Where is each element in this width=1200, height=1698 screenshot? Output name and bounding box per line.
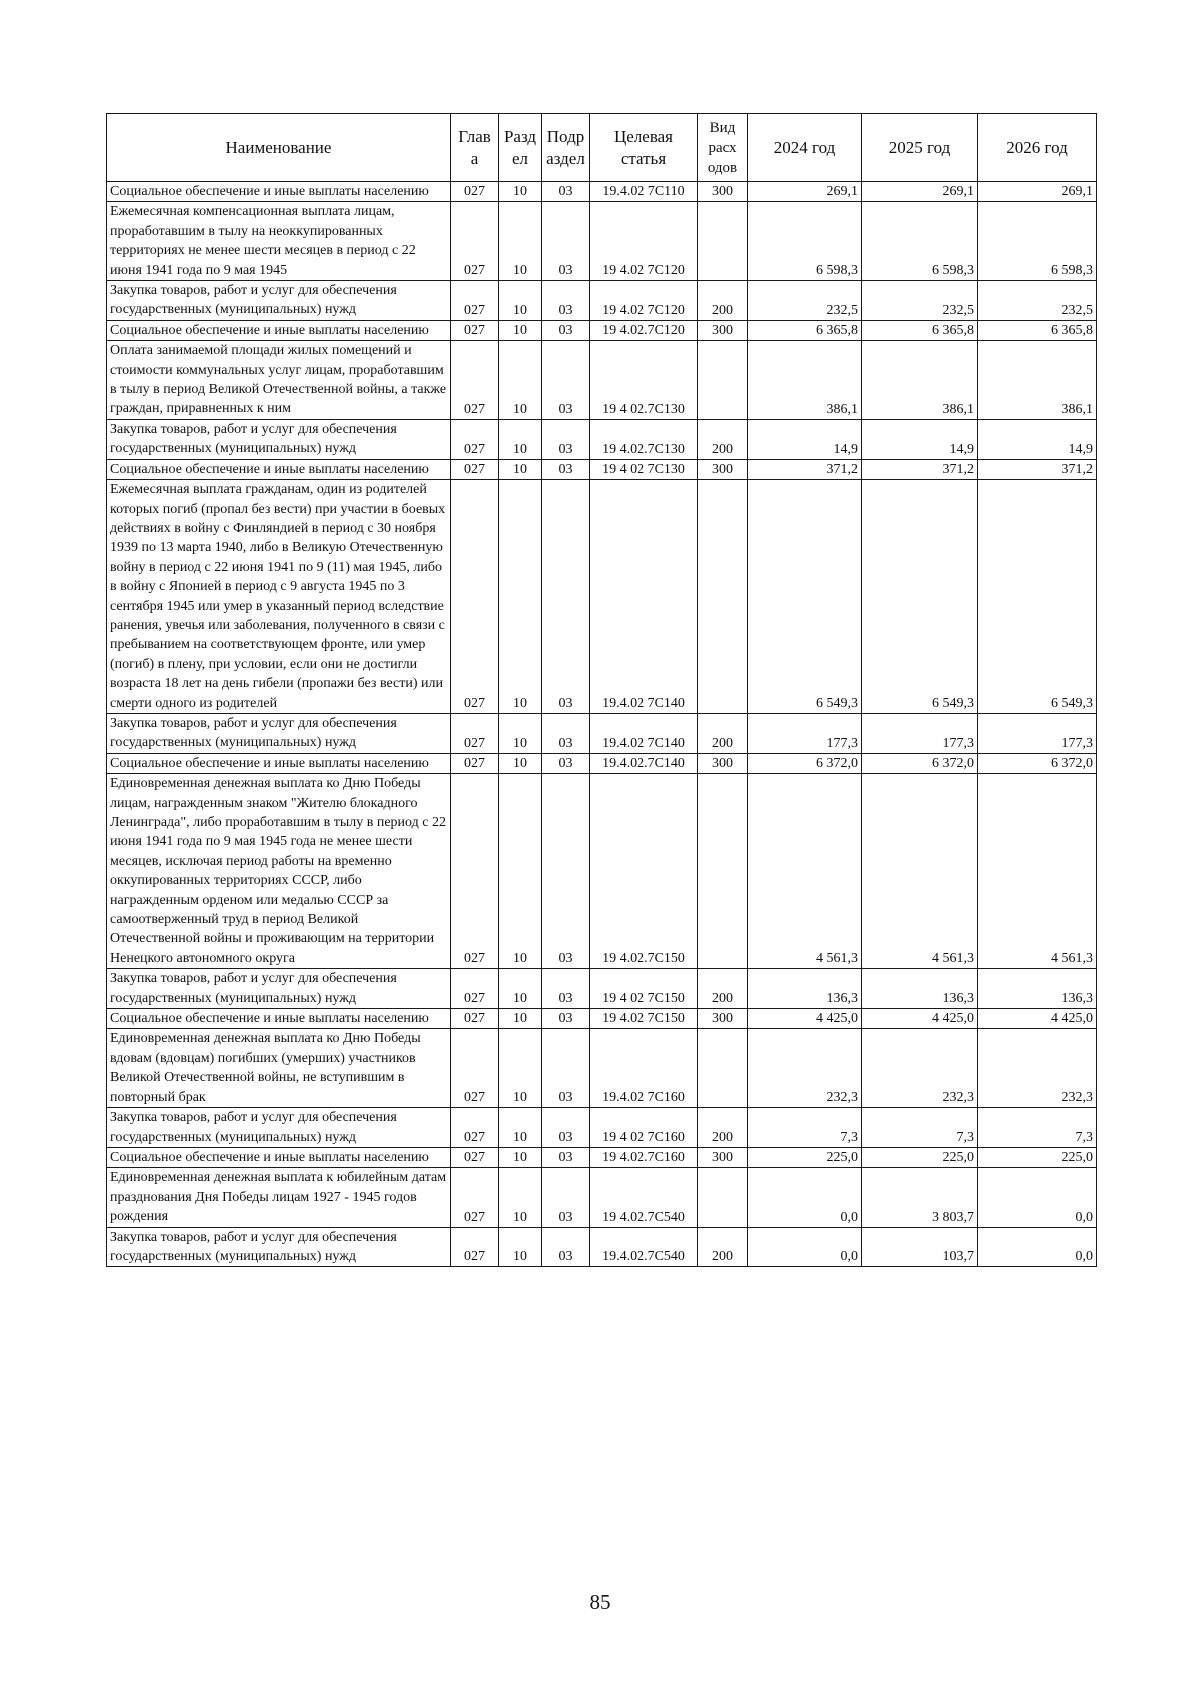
cell-2026: 0,0 [978,1168,1097,1227]
header-vid [698,114,748,182]
cell-2024: 225,0 [748,1147,862,1167]
cell-glava: 027 [451,419,499,459]
cell-target: 19 4.02.7C540 [590,1168,698,1227]
cell-2025: 4 425,0 [862,1009,978,1029]
cell-name: Социальное обеспечение и иные выплаты населению [107,1009,451,1029]
cell-2025: 6 372,0 [862,753,978,773]
header-target-line1: Целевая [613,126,674,146]
cell-glava: 027 [451,1009,499,1029]
cell-vid: 200 [698,713,748,753]
cell-podrazdel: 03 [542,1147,590,1167]
cell-2025: 232,3 [862,1029,978,1108]
cell-name: Социальное обеспечение и иные выплаты населению [107,1147,451,1167]
cell-name: Закупка товаров, работ и услуг для обеспечения государственных (муниципальных) нужд [107,1108,451,1148]
cell-glava: 027 [451,1168,499,1227]
cell-razdel: 10 [499,281,542,321]
header-razdel [499,114,542,182]
cell-glava: 027 [451,1029,499,1108]
cell-name: Социальное обеспечение и иные выплаты населению [107,320,451,340]
header-2025: 2025 год [862,114,978,182]
table-row [107,281,1097,321]
table-row [107,969,1097,1009]
table-row [107,419,1097,459]
cell-target: 19.4.02.7C140 [590,753,698,773]
cell-name: Ежемесячная компенсационная выплата лицам, проработавшим в тылу на неоккупированных территориях не менее шести месяцев в период с 22 июня 1941 года по 9 мая 1945 [107,202,451,281]
cell-razdel: 10 [499,713,542,753]
cell-target: 19 4.02 7C120 [590,202,698,281]
cell-2025: 6 365,8 [862,320,978,340]
table-row [107,1147,1097,1167]
cell-podrazdel: 03 [542,419,590,459]
cell-2025: 225,0 [862,1147,978,1167]
cell-2024: 14,9 [748,419,862,459]
table-row [107,202,1097,281]
cell-podrazdel: 03 [542,753,590,773]
cell-podrazdel: 03 [542,459,590,479]
header-target [590,114,698,182]
cell-razdel: 10 [499,1108,542,1148]
cell-vid [698,480,748,714]
cell-vid: 200 [698,969,748,1009]
cell-2026: 0,0 [978,1227,1097,1267]
cell-razdel: 10 [499,753,542,773]
cell-target: 19.4.02 7C140 [590,480,698,714]
cell-2026: 371,2 [978,459,1097,479]
table-row [107,1108,1097,1148]
cell-target: 19.4.02 7C140 [590,713,698,753]
table-row [107,459,1097,479]
cell-name: Оплата занимаемой площади жилых помещений и стоимости коммунальных услуг лицам, проработавшим в тылу в период Великой Отечественной войны, а также граждан, приравненных к ним [107,341,451,420]
cell-glava: 027 [451,202,499,281]
cell-vid: 300 [698,182,748,202]
cell-podrazdel: 03 [542,480,590,714]
cell-razdel: 10 [499,182,542,202]
cell-name: Закупка товаров, работ и услуг для обеспечения государственных (муниципальных) нужд [107,1227,451,1267]
cell-glava: 027 [451,1227,499,1267]
cell-2025: 136,3 [862,969,978,1009]
cell-vid [698,341,748,420]
cell-2024: 0,0 [748,1168,862,1227]
cell-razdel: 10 [499,480,542,714]
table-row [107,1029,1097,1108]
cell-name: Ежемесячная выплата гражданам, один из родителей которых погиб (пропал без вести) при участии в боевых действиях в войну с Финляндией в период с 30 ноября 1939 по 13 марта 1940, либо в Великую Отечественную войну в период с 22 июня 1941 по 9 (11) мая 1945, либо в войну с Японией в период с 9 августа 1945 по 3 сентября 1945 или умер в указанный период вследствие ранения, увечья или заболевания, полученного в связи с пребыванием на соответствующем фронте, или умер (погиб) в плену, при условии, если они не достигли возраста 18 лет на день гибели (пропажи без вести) или смерти одного из родителей [107,480,451,714]
cell-2026: 6 372,0 [978,753,1097,773]
cell-2024: 6 365,8 [748,320,862,340]
cell-podrazdel: 03 [542,202,590,281]
cell-2025: 371,2 [862,459,978,479]
cell-podrazdel: 03 [542,320,590,340]
cell-glava: 027 [451,480,499,714]
cell-razdel: 10 [499,1147,542,1167]
table-row [107,774,1097,969]
cell-2025: 6 549,3 [862,480,978,714]
cell-2026: 7,3 [978,1108,1097,1148]
cell-2024: 6 549,3 [748,480,862,714]
header-razdel-line2: ел [511,148,529,168]
cell-glava: 027 [451,320,499,340]
cell-target: 19.4.02.7C540 [590,1227,698,1267]
cell-2025: 14,9 [862,419,978,459]
header-vid-line3: одов [707,159,738,176]
cell-target: 19 4 02 7C160 [590,1108,698,1148]
cell-vid: 300 [698,753,748,773]
cell-2024: 6 372,0 [748,753,862,773]
cell-glava: 027 [451,713,499,753]
cell-vid [698,1168,748,1227]
cell-razdel: 10 [499,774,542,969]
cell-razdel: 10 [499,1009,542,1029]
table-body [107,182,1097,1267]
cell-glava: 027 [451,1147,499,1167]
cell-name: Закупка товаров, работ и услуг для обеспечения государственных (муниципальных) нужд [107,419,451,459]
cell-2024: 7,3 [748,1108,862,1148]
cell-2026: 4 425,0 [978,1009,1097,1029]
cell-name: Социальное обеспечение и иные выплаты населению [107,459,451,479]
cell-razdel: 10 [499,459,542,479]
cell-glava: 027 [451,281,499,321]
table-row [107,713,1097,753]
cell-razdel: 10 [499,1227,542,1267]
cell-name: Закупка товаров, работ и услуг для обеспечения государственных (муниципальных) нужд [107,969,451,1009]
cell-podrazdel: 03 [542,182,590,202]
cell-2025: 177,3 [862,713,978,753]
cell-podrazdel: 03 [542,281,590,321]
cell-target: 19.4.02 7C110 [590,182,698,202]
cell-target: 19 4.02 7C120 [590,281,698,321]
cell-2024: 177,3 [748,713,862,753]
cell-name: Единовременная денежная выплата к юбилейным датам празднования Дня Победы лицам 1927 - 1945 годов рождения [107,1168,451,1227]
cell-2026: 6 549,3 [978,480,1097,714]
cell-glava: 027 [451,459,499,479]
header-name: Наименование [107,114,451,182]
cell-2026: 6 598,3 [978,202,1097,281]
cell-vid: 300 [698,320,748,340]
cell-vid: 200 [698,1227,748,1267]
cell-2024: 232,5 [748,281,862,321]
cell-vid [698,1029,748,1108]
cell-2026: 232,3 [978,1029,1097,1108]
cell-vid: 200 [698,1108,748,1148]
header-glava-line2: а [470,148,479,168]
cell-vid: 300 [698,459,748,479]
cell-vid [698,202,748,281]
header-vid-line1: Вид [709,119,736,136]
cell-2025: 4 561,3 [862,774,978,969]
table-row [107,753,1097,773]
header-podrazdel-line2: аздел [546,148,585,168]
cell-name: Социальное обеспечение и иные выплаты населению [107,753,451,773]
cell-vid: 300 [698,1147,748,1167]
cell-target: 19 4.02.7C160 [590,1147,698,1167]
cell-glava: 027 [451,753,499,773]
cell-podrazdel: 03 [542,1029,590,1108]
cell-podrazdel: 03 [542,774,590,969]
cell-2025: 232,5 [862,281,978,321]
table-row [107,320,1097,340]
table-row [107,341,1097,420]
header-2026: 2026 год [978,114,1097,182]
header-razdel-line1: Разд [503,126,537,146]
cell-vid: 200 [698,281,748,321]
cell-vid: 200 [698,419,748,459]
table-row [107,1168,1097,1227]
header-2024: 2024 год [748,114,862,182]
cell-2026: 269,1 [978,182,1097,202]
cell-2025: 386,1 [862,341,978,420]
cell-glava: 027 [451,1108,499,1148]
cell-podrazdel: 03 [542,341,590,420]
cell-podrazdel: 03 [542,1108,590,1148]
cell-name: Единовременная денежная выплата ко Дню Победы вдовам (вдовцам) погибших (умерших) участников Великой Отечественной войны, не вступившим в повторный брак [107,1029,451,1108]
cell-name: Закупка товаров, работ и услуг для обеспечения государственных (муниципальных) нужд [107,713,451,753]
table-row [107,480,1097,714]
cell-2025: 103,7 [862,1227,978,1267]
cell-2026: 14,9 [978,419,1097,459]
cell-2024: 4 425,0 [748,1009,862,1029]
header-podrazdel-line1: Подр [546,126,585,146]
cell-target: 19 4.02.7C150 [590,774,698,969]
cell-razdel: 10 [499,202,542,281]
cell-2025: 6 598,3 [862,202,978,281]
header-podrazdel [542,114,590,182]
cell-2026: 4 561,3 [978,774,1097,969]
cell-glava: 027 [451,774,499,969]
cell-2026: 136,3 [978,969,1097,1009]
header-vid-line2: расх [708,139,737,156]
cell-target: 19 4 02.7C130 [590,341,698,420]
cell-razdel: 10 [499,419,542,459]
cell-2026: 386,1 [978,341,1097,420]
cell-target: 19 4.02.7C130 [590,419,698,459]
cell-2024: 136,3 [748,969,862,1009]
cell-podrazdel: 03 [542,713,590,753]
header-glava [451,114,499,182]
cell-2026: 225,0 [978,1147,1097,1167]
header-glava-line1: Глав [458,126,491,146]
cell-target: 19 4 02 7C130 [590,459,698,479]
cell-2025: 3 803,7 [862,1168,978,1227]
cell-2024: 269,1 [748,182,862,202]
cell-vid [698,774,748,969]
budget-table [106,113,1097,1267]
cell-podrazdel: 03 [542,1009,590,1029]
cell-target: 19 4.02.7C120 [590,320,698,340]
cell-podrazdel: 03 [542,1168,590,1227]
table-header [107,114,1097,182]
table-row [107,1009,1097,1029]
table-row [107,1227,1097,1267]
cell-2024: 6 598,3 [748,202,862,281]
cell-vid: 300 [698,1009,748,1029]
cell-2024: 232,3 [748,1029,862,1108]
cell-podrazdel: 03 [542,969,590,1009]
cell-2024: 386,1 [748,341,862,420]
cell-razdel: 10 [499,1168,542,1227]
page-number: 85 [589,1590,611,1614]
cell-name: Единовременная денежная выплата ко Дню Победы лицам, награжденным знаком "Жителю блокадного Ленинграда", либо проработавшим в тылу в период с 22 июня 1941 года по 9 мая 1945 года не менее шести месяцев, исключая период работы на временно оккупированных территориях СССР, либо награжденным орденом или медалью СССР за самоотверженный труд в период Великой Отечественной войны и проживающим на территории Ненецкого автономного округа [107,774,451,969]
cell-target: 19 4 02 7C150 [590,969,698,1009]
cell-target: 19 4.02 7C150 [590,1009,698,1029]
cell-glava: 027 [451,969,499,1009]
cell-2025: 269,1 [862,182,978,202]
cell-2026: 232,5 [978,281,1097,321]
cell-razdel: 10 [499,320,542,340]
cell-2026: 177,3 [978,713,1097,753]
cell-target: 19.4.02 7C160 [590,1029,698,1108]
header-row [107,114,1097,182]
header-target-line2: статья [620,148,667,168]
cell-name: Закупка товаров, работ и услуг для обеспечения государственных (муниципальных) нужд [107,281,451,321]
cell-2024: 371,2 [748,459,862,479]
cell-razdel: 10 [499,1029,542,1108]
cell-name: Социальное обеспечение и иные выплаты населению [107,182,451,202]
cell-2024: 0,0 [748,1227,862,1267]
cell-glava: 027 [451,341,499,420]
cell-podrazdel: 03 [542,1227,590,1267]
cell-razdel: 10 [499,341,542,420]
cell-2024: 4 561,3 [748,774,862,969]
table-row [107,182,1097,202]
cell-glava: 027 [451,182,499,202]
cell-razdel: 10 [499,969,542,1009]
cell-2026: 6 365,8 [978,320,1097,340]
cell-2025: 7,3 [862,1108,978,1148]
